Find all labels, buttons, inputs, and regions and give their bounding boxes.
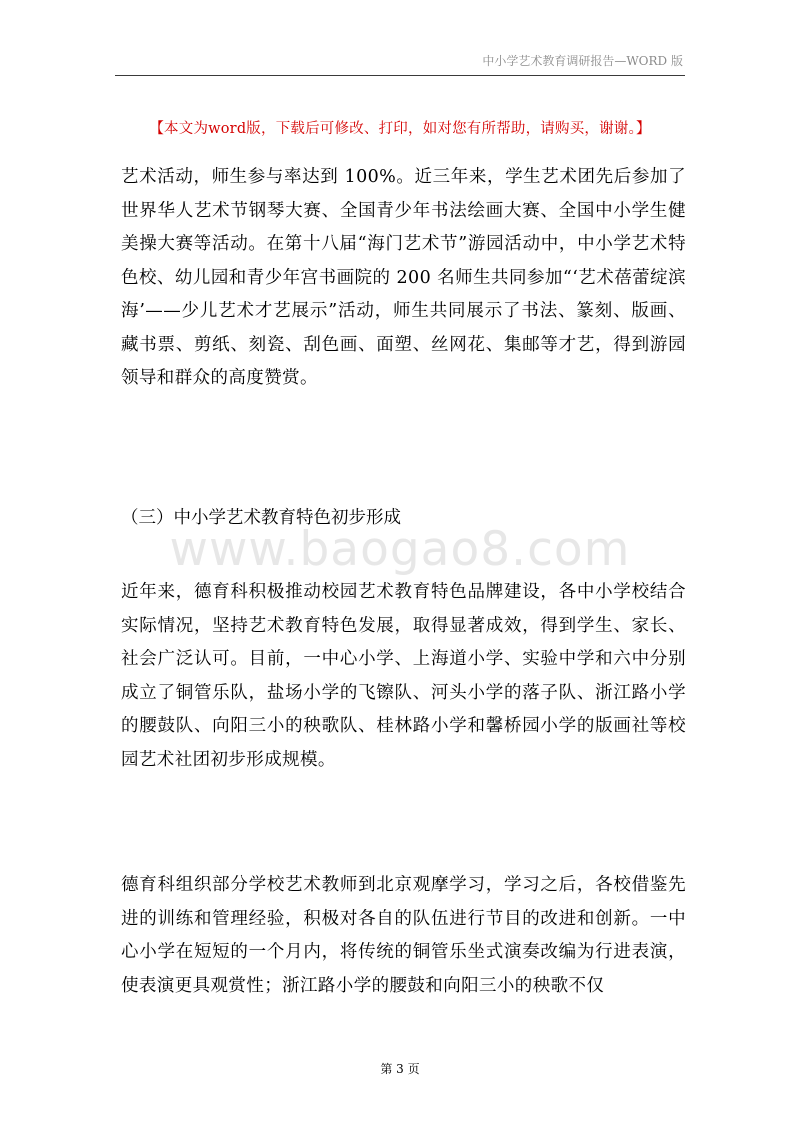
body-paragraph-1: 艺术活动，师生参与率达到 100%。近三年来，学生艺术团先后参加了世界华人艺术节钢琴大赛、全国青少年书法绘画大赛、全国中小学生健美操大赛等活动。在第十八届“海门艺术节”游园活动中，中小学艺术特色校、幼儿园和青少年宫书画院的 200 名师生共同参加“‘艺术蓓蕾绽滨海’——少儿艺术才艺展示”活动，师生共同展示了书法、篆刻、版画、藏书票、剪纸、刻瓷、刮色画、面塑、丝网花、集邮等才艺，得到游园领导和群众的高度赞赏。	[121, 167, 686, 388]
body-paragraph-2: 近年来，德育科积极推动校园艺术教育特色品牌建设，各中小学校结合实际情况，坚持艺术教育特色发展，取得显著成效，得到学生、家长、社会广泛认可。目前，一中心小学、上海道小学、实验中学和六中分别成立了铜管乐队，盐场小学的飞镲队、河头小学的落子队、浙江路小学的腰鼓队、向阳三小的秧歌队、桂林路小学和馨桥园小学的版画社等校园艺术社团初步形成规模。	[121, 582, 686, 770]
body-paragraph-3: 德育科组织部分学校艺术教师到北京观摩学习，学习之后，各校借鉴先进的训练和管理经验，积极对各自的队伍进行节目的改进和创新。一中心小学在短短的一个月内，将传统的铜管乐坐式演奏改编为行进表演，使表演更具观赏性；浙江路小学的腰鼓和向阳三小的秧歌不仅	[121, 875, 686, 996]
running-header: 中小学艺术教育调研报告—WORD 版	[482, 54, 683, 68]
site-watermark: www.baogao8.com	[169, 522, 631, 577]
section-heading-3: （三）中小学艺术教育特色初步形成	[121, 508, 401, 528]
header-divider	[115, 75, 685, 76]
page-number: 第 3 页	[380, 1062, 420, 1076]
download-notice: 【本文为word版，下载后可修改、打印，如对您有所帮助，请购买，谢谢。】	[149, 121, 651, 137]
